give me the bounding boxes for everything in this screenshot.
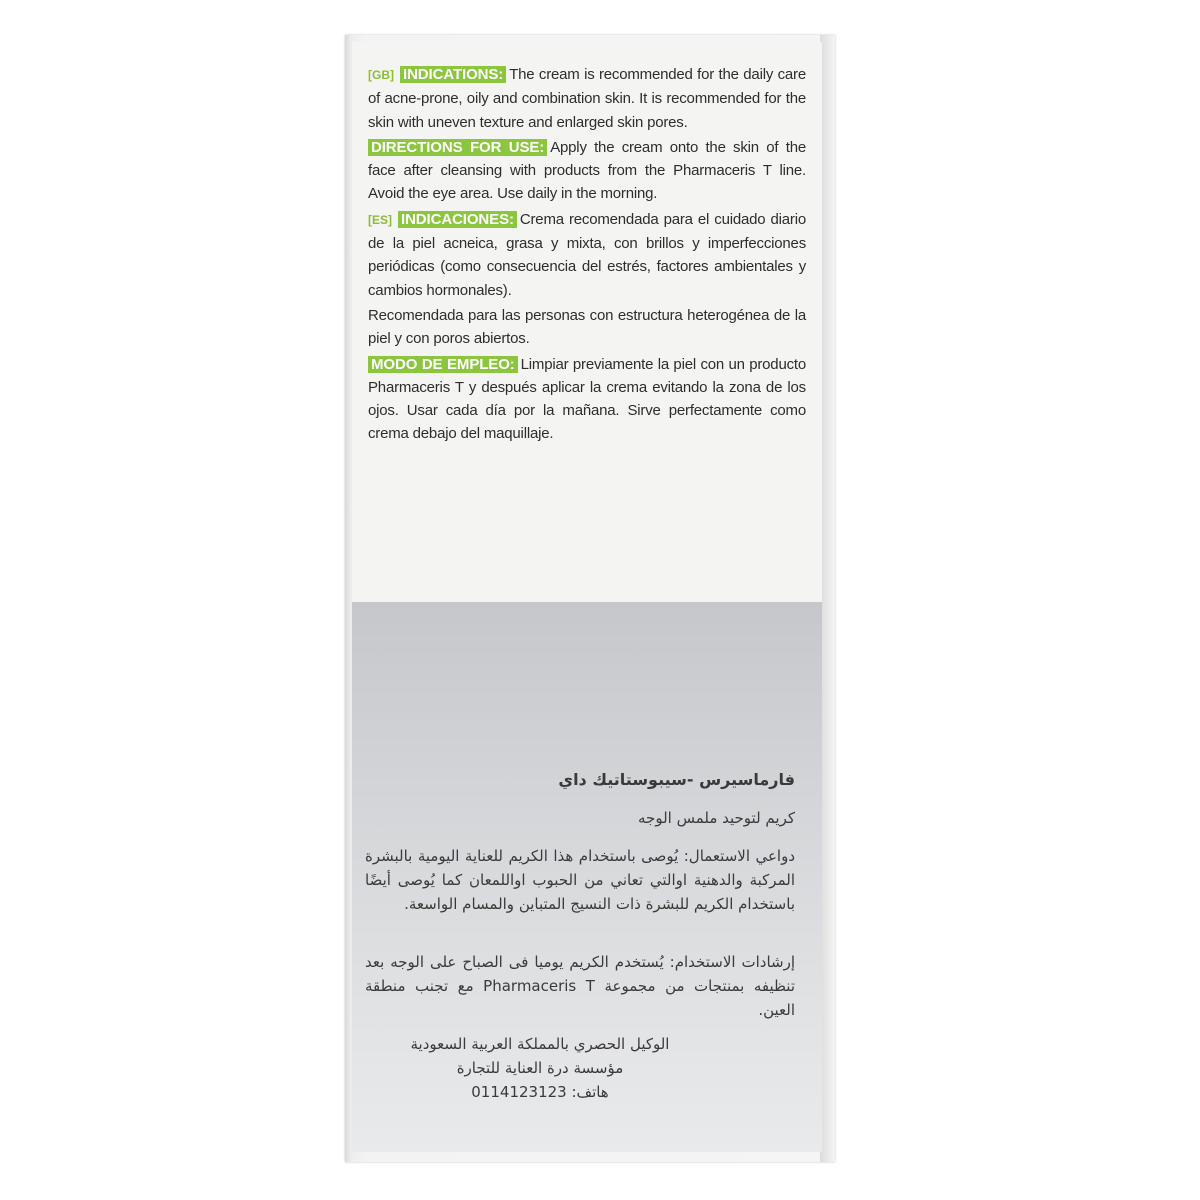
indications-text: The cream is recommended for the daily care of acne-prone, oily and combination skin. It is recommended for the skin with uneven texture and enlarged skin pores. — [368, 66, 806, 131]
arabic-company-name: مؤسسة درة العناية للتجارة — [456, 1059, 624, 1077]
gb-directions-paragraph — [368, 136, 806, 206]
arabic-spacer — [365, 916, 795, 950]
indications-heading: INDICATIONS: — [400, 66, 506, 83]
directions-text: Apply the cream onto the skin of the face after cleansing with products from the Pharmaceris T line. Avoid the eye area. Use daily in the morning. — [368, 138, 806, 203]
modo-heading: MODO DE EMPLEO: — [368, 356, 518, 373]
phone-number: 0114123123 — [471, 1083, 567, 1101]
directions-heading: DIRECTIONS FOR USE: — [368, 139, 547, 156]
arabic-product-title: فارماسيرس -سيبوستاتيك داي — [558, 770, 795, 789]
gb-language-tag: [GB] — [368, 68, 394, 82]
es-recomendada-paragraph: Recomendada para las personas con estructura heterogénea de la piel y con poros abiertos. — [368, 306, 806, 348]
indicaciones-text: Crema recomendada para el cuidado diario de la piel acneica, grasa y mixta, con brillos y imperfecciones periódicas (como consecuencia del estrés, factores ambientales y cambios hormonales). — [368, 210, 806, 299]
arabic-phone-line — [365, 1080, 715, 1104]
multilingual-text-block — [368, 63, 806, 446]
arabic-indications: دواعي الاستعمال: يُوصى باستخدام هذا الكريم للعناية اليومية بالبشرة المركبة والدهنية اوالتي تعاني من الحبوب اواللمعان كما يُوصى أيضًا باستخدام الكريم للبشرة ذات النسيج المتباين والمسام الواسعة. — [365, 847, 795, 913]
box-side-fold — [820, 35, 835, 1162]
es-modo-paragraph — [368, 353, 806, 446]
arabic-exclusive-agent: الوكيل الحصري بالمملكة العربية السعودية — [410, 1035, 670, 1053]
es-language-tag: [ES] — [368, 212, 392, 227]
arabic-text-block — [365, 768, 795, 1104]
es-indicaciones-paragraph — [368, 208, 806, 302]
phone-label: هاتف: — [571, 1083, 609, 1101]
modo-text: Limpiar previamente la piel con un producto Pharmaceris T y después aplicar la crema evitando la zona de los ojos. Usar cada día por la mañana. Sirve perfectamente como crema debajo del maquillaje. — [368, 355, 806, 443]
gb-indications-paragraph — [368, 63, 806, 134]
indicaciones-heading: INDICACIONES: — [398, 211, 517, 228]
arabic-directions: إرشادات الاستخدام: يُستخدم الكريم يوميا فى الصباح على الوجه بعد تنظيفه بمنتجات من مجموعة Pharmaceris T مع تجنب منطقة العين. — [365, 953, 796, 1019]
arabic-product-subtitle: كريم لتوحيد ملمس الوجه — [638, 809, 795, 827]
arabic-spacer-2 — [365, 1022, 795, 1032]
